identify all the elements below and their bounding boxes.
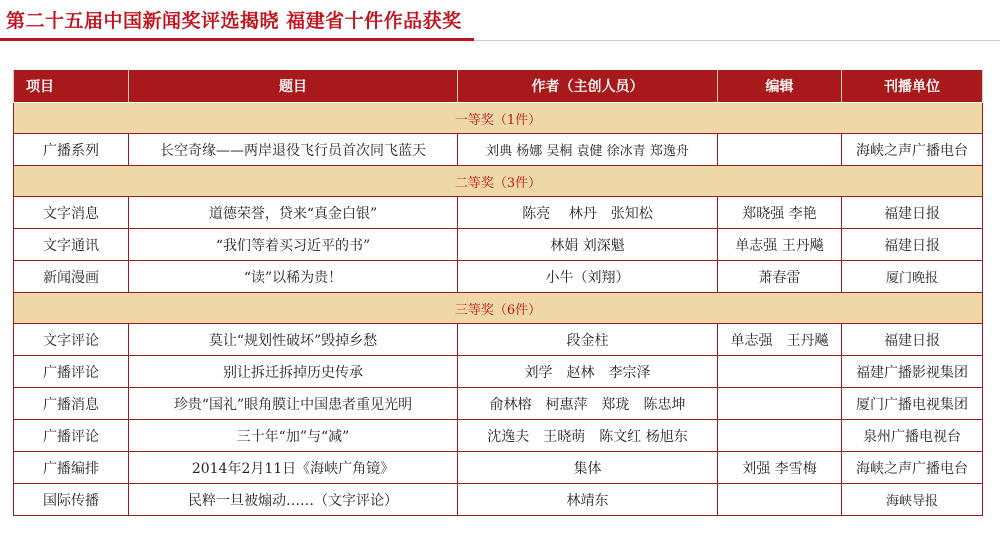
cell-authors: 陈亮 林丹 张知松 [458,197,718,229]
cell-title: “读”以稀为贵！ [129,261,458,293]
cell-title: 长空奇缘——两岸退役飞行员首次同飞蓝天 [129,134,458,166]
cell-editor: 刘强 李雪梅 [718,452,842,484]
cell-outlet: 泉州广播电视台 [842,420,983,452]
cell-editor: 单志强 王丹飚 [718,229,842,261]
title-divider [474,40,1000,41]
cell-title: 道德荣誉，贷来“真金白银” [129,197,458,229]
header-outlet: 刊播单位 [842,70,983,103]
cell-editor: 单志强 王丹飚 [718,324,842,356]
group-row-second-prize [14,166,983,197]
cell-category: 广播评论 [14,356,129,388]
cell-outlet: 海峡导报 [842,484,983,516]
cell-editor [718,420,842,452]
table-header-row [14,70,983,103]
header-category: 项目 [14,70,129,103]
cell-outlet: 福建广播影视集团 [842,356,983,388]
cell-editor: 萧春雷 [718,261,842,293]
cell-category: 文字评论 [14,324,129,356]
cell-authors: 刘学 赵林 李宗泽 [458,356,718,388]
cell-editor [718,134,842,166]
cell-category: 广播编排 [14,452,129,484]
group-row-third-prize [14,293,983,324]
cell-title: 民粹一旦被煽动……（文字评论） [129,484,458,516]
cell-authors: 刘典 杨娜 吴桐 袁健 徐冰青 郑逸舟 [458,134,718,166]
header-authors: 作者（主创人员） [458,70,718,103]
group-label: 二等奖（3件） [14,166,983,197]
header-editor: 编辑 [718,70,842,103]
cell-title: 莫让“规划性破坏”毁掉乡愁 [129,324,458,356]
cell-category: 广播评论 [14,420,129,452]
cell-title: 三十年“加”与“减” [129,420,458,452]
cell-category: 广播消息 [14,388,129,420]
table-row [14,197,983,229]
table-row [14,324,983,356]
cell-category: 文字消息 [14,197,129,229]
title-underline [0,38,474,41]
cell-authors: 林娟 刘深魁 [458,229,718,261]
cell-editor: 郑晓强 李艳 [718,197,842,229]
table-row [14,484,983,516]
cell-title: 2014年2月11日《海峡广角镜》 [129,452,458,484]
cell-editor [718,484,842,516]
cell-category: 新闻漫画 [14,261,129,293]
cell-outlet: 海峡之声广播电台 [842,134,983,166]
table-row [14,261,983,293]
cell-category: 国际传播 [14,484,129,516]
cell-category: 广播系列 [14,134,129,166]
table-row [14,229,983,261]
table-row [14,356,983,388]
cell-outlet: 福建日报 [842,229,983,261]
cell-outlet: 厦门广播电视集团 [842,388,983,420]
group-label: 三等奖（6件） [14,293,983,324]
group-row-first-prize [14,103,983,134]
header-title: 题目 [129,70,458,103]
cell-authors: 集体 [458,452,718,484]
cell-editor [718,388,842,420]
cell-editor [718,356,842,388]
cell-outlet: 福建日报 [842,197,983,229]
cell-category: 文字通讯 [14,229,129,261]
awards-table [13,69,983,516]
table-row [14,452,983,484]
cell-authors: 小牛（刘翔） [458,261,718,293]
table-row [14,134,983,166]
cell-authors: 俞林榕 柯惠萍 郑珑 陈忠坤 [458,388,718,420]
cell-outlet: 厦门晚报 [842,261,983,293]
page-title: 第二十五届中国新闻奖评选揭晓 福建省十件作品获奖 [6,10,462,32]
cell-outlet: 海峡之声广播电台 [842,452,983,484]
cell-outlet: 福建日报 [842,324,983,356]
group-label: 一等奖（1件） [14,103,983,134]
table-row [14,420,983,452]
cell-title: “我们等着买习近平的书” [129,229,458,261]
cell-title: 珍贵“国礼”眼角膜让中国患者重见光明 [129,388,458,420]
cell-authors: 林靖东 [458,484,718,516]
cell-authors: 沈逸夫 王晓萌 陈文红 杨旭东 [458,420,718,452]
cell-authors: 段金柱 [458,324,718,356]
table-row [14,388,983,420]
cell-title: 别让拆迁拆掉历史传承 [129,356,458,388]
